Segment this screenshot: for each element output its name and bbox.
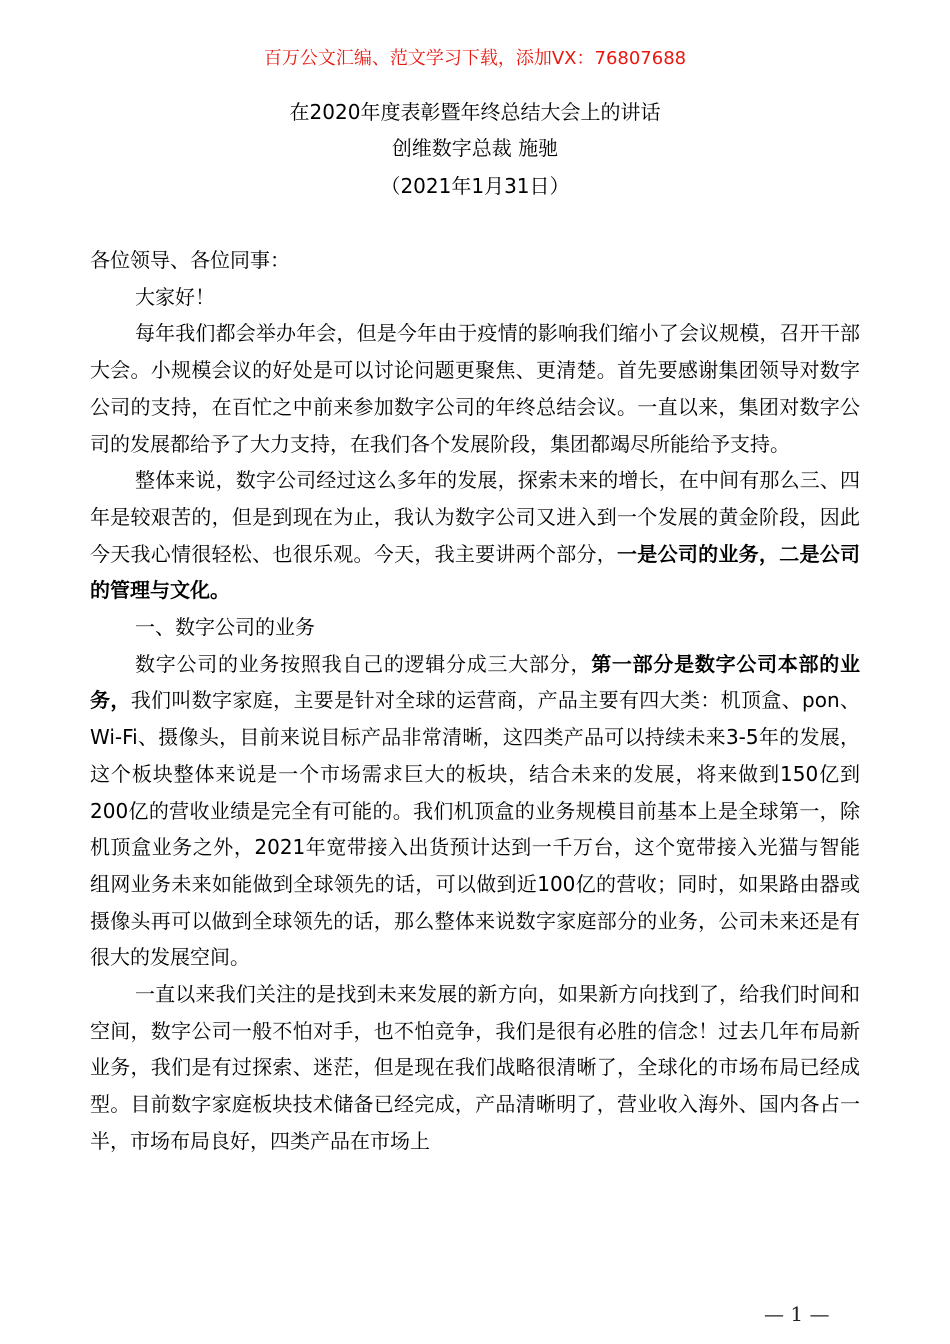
paragraph-1: 每年我们都会举办年会，但是今年由于疫情的影响我们缩小了会议规模，召开干部大会。小规模会议的好处是可以讨论问题更聚焦、更清楚。首先要感谢集团领导对数字公司的支持，在百忙之中前来参加数字公司的年终总结会议。一直以来，集团对数字公司的发展都给予了大力支持，在我们各个发展阶段，集团都竭尽所能给予支持。: [90, 321, 860, 456]
author-line: 创维数字总裁 施驰: [391, 136, 559, 160]
paragraph-3-post: 我们叫数字家庭，主要是针对全球的运营商，产品主要有四大类：机顶盒、pon、Wi-Fi、摄像头，目前来说目标产品非常清晰，这四类产品可以持续未来3-5年的发展，这个板块整体来说是一个市场需求巨大的板块，结合未来的发展，将来做到150亿到200亿的营收业绩是完全有可能的。我们机顶盒的业务规模目前基本上是全球第一，除机顶盒业务之外，2021年宽带接入出货预计达到一千万台，这个宽带接入光猫与智能组网业务未来如能做到全球领先的话，可以做到近100亿的营收；同时，如果路由器或摄像头再可以做到全球领先的话，那么整体来说数字家庭部分的业务，公司未来还是有很大的发展空间。: [90, 688, 861, 970]
document-title: 在2020年度表彰暨年终总结大会上的讲话: [289, 100, 661, 124]
paragraph-3: [90, 646, 860, 976]
page-number: — 1 —: [764, 1302, 830, 1326]
greeting: 大家好！: [135, 284, 215, 309]
paragraph-2: [90, 462, 860, 609]
speech-body: [90, 242, 860, 1160]
watermark-text: 百万公文汇编、范文学习下载，添加VX：76807688: [263, 48, 687, 69]
paragraph-3-bold: 第一部分是数字公司本部的业务，: [90, 651, 861, 713]
salutation: 各位领导、各位同事：: [90, 248, 290, 272]
paragraph-4: 一直以来我们关注的是找到未来发展的新方向，如果新方向找到了，给我们时间和空间，数字公司一般不怕对手，也不怕竞争，我们是很有必胜的信念！过去几年布局新业务，我们是有过探索、迷茫，但是现在我们战略很清晰了，全球化的市场布局已经成型。目前数字家庭板块技术储备已经完成，产品清晰明了，营业收入海外、国内各占一半，市场布局良好，四类产品在市场上: [90, 982, 860, 1153]
paragraph-2-bold: 一是公司的业务，二是公司的管理与文化。: [90, 541, 861, 603]
paragraph-3-pre: 数字公司的业务按照我自己的逻辑分成三大部分，: [135, 651, 592, 676]
section-heading-1: 一、数字公司的业务: [135, 615, 315, 640]
date-line: （2021年1月31日）: [380, 174, 570, 198]
paragraph-2-text: 整体来说，数字公司经过这么多年的发展，探索未来的增长，在中间有那么三、四年是较艰苦的，但是到现在为止，我认为数字公司又进入到一个发展的黄金阶段，因此今天我心情很轻松、也很乐观。今天，我主要讲两个部分，: [90, 468, 860, 566]
